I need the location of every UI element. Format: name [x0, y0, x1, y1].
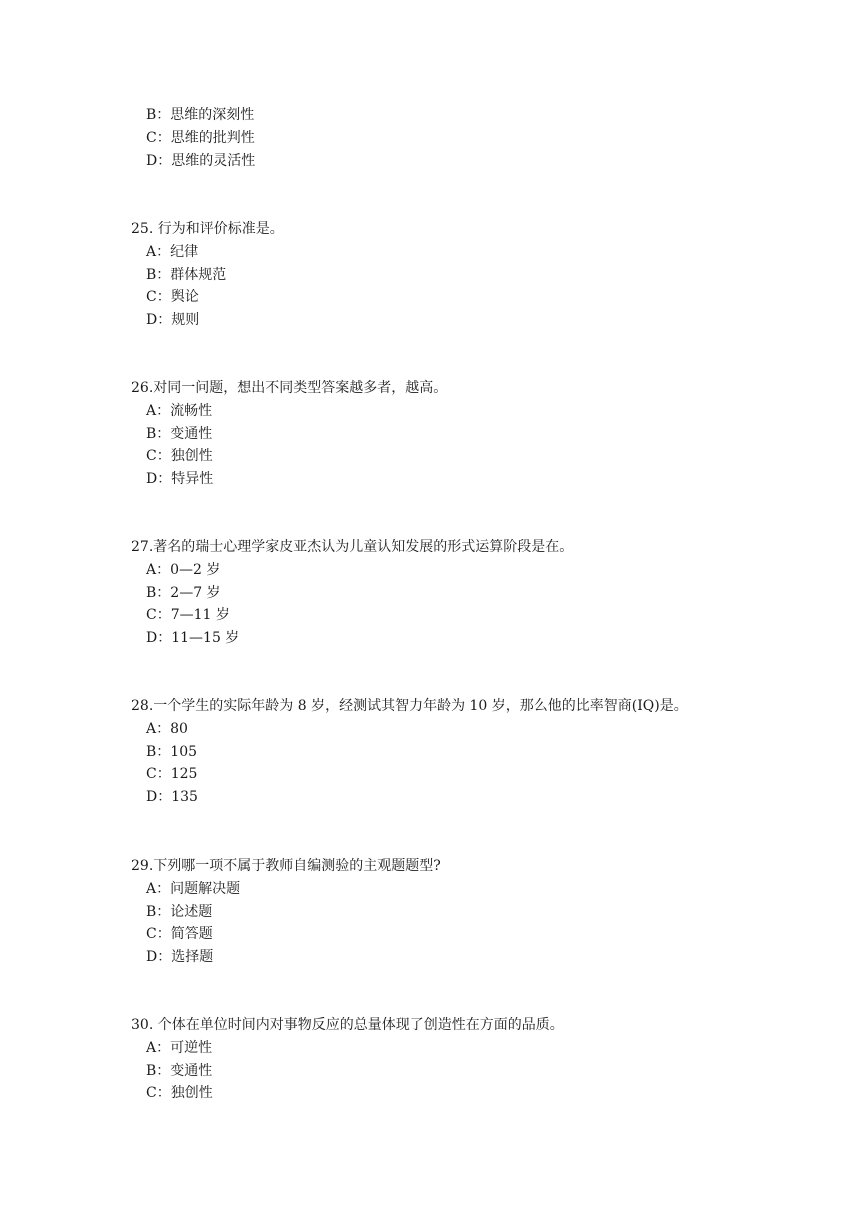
question-stem: 26.对同一问题，想出不同类型答案越多者，越高。 [131, 380, 448, 396]
option-b: B：变通性 [146, 425, 213, 442]
option-c: C：7—11 岁 [146, 607, 230, 624]
option-c: C：125 [146, 766, 198, 783]
option-c: C：思维的批判性 [146, 129, 255, 146]
option-b: B：群体规范 [146, 266, 227, 283]
option-c: C：舆论 [146, 289, 199, 306]
question-stem: 25. 行为和评价标准是。 [131, 221, 284, 237]
question-30 [131, 1014, 831, 1105]
question-29 [131, 855, 831, 969]
question-24-fragment [131, 104, 831, 172]
option-a: A：80 [146, 720, 188, 737]
option-d: D：规则 [146, 312, 200, 329]
option-b: B：论述题 [146, 903, 213, 920]
option-d: D：11—15 岁 [146, 630, 240, 647]
question-stem: 28.一个学生的实际年龄为 8 岁，经测试其智力年龄为 10 岁，那么他的比率智商(IQ)是。 [131, 698, 688, 714]
option-c: C：独创性 [146, 448, 213, 465]
question-stem: 29.下列哪一项不属于教师自编测验的主观题题型? [131, 858, 441, 874]
question-stem: 30. 个体在单位时间内对事物反应的总量体现了创造性在方面的品质。 [131, 1017, 564, 1033]
option-a: A：问题解决题 [146, 880, 241, 897]
option-c: C：简答题 [146, 926, 213, 943]
question-28 [131, 695, 831, 809]
question-26 [131, 377, 831, 491]
option-d: D：思维的灵活性 [146, 152, 256, 169]
option-b: B：2—7 岁 [146, 584, 221, 601]
question-25 [131, 218, 831, 332]
option-a: A：流畅性 [146, 402, 213, 419]
option-b: B：思维的深刻性 [146, 107, 255, 123]
option-c: C：独创性 [146, 1085, 213, 1102]
option-b: B：105 [146, 743, 198, 760]
question-stem: 27.著名的瑞士心理学家皮亚杰认为儿童认知发展的形式运算阶段是在。 [131, 539, 574, 555]
option-a: A：纪律 [146, 243, 199, 260]
option-b: B：变通性 [146, 1062, 213, 1079]
option-d: D：选择题 [146, 949, 214, 966]
option-a: A：可逆性 [146, 1039, 213, 1056]
option-d: D：135 [146, 789, 198, 806]
option-d: D：特异性 [146, 471, 214, 488]
question-27 [131, 536, 831, 650]
option-a: A：0—2 岁 [146, 561, 221, 578]
